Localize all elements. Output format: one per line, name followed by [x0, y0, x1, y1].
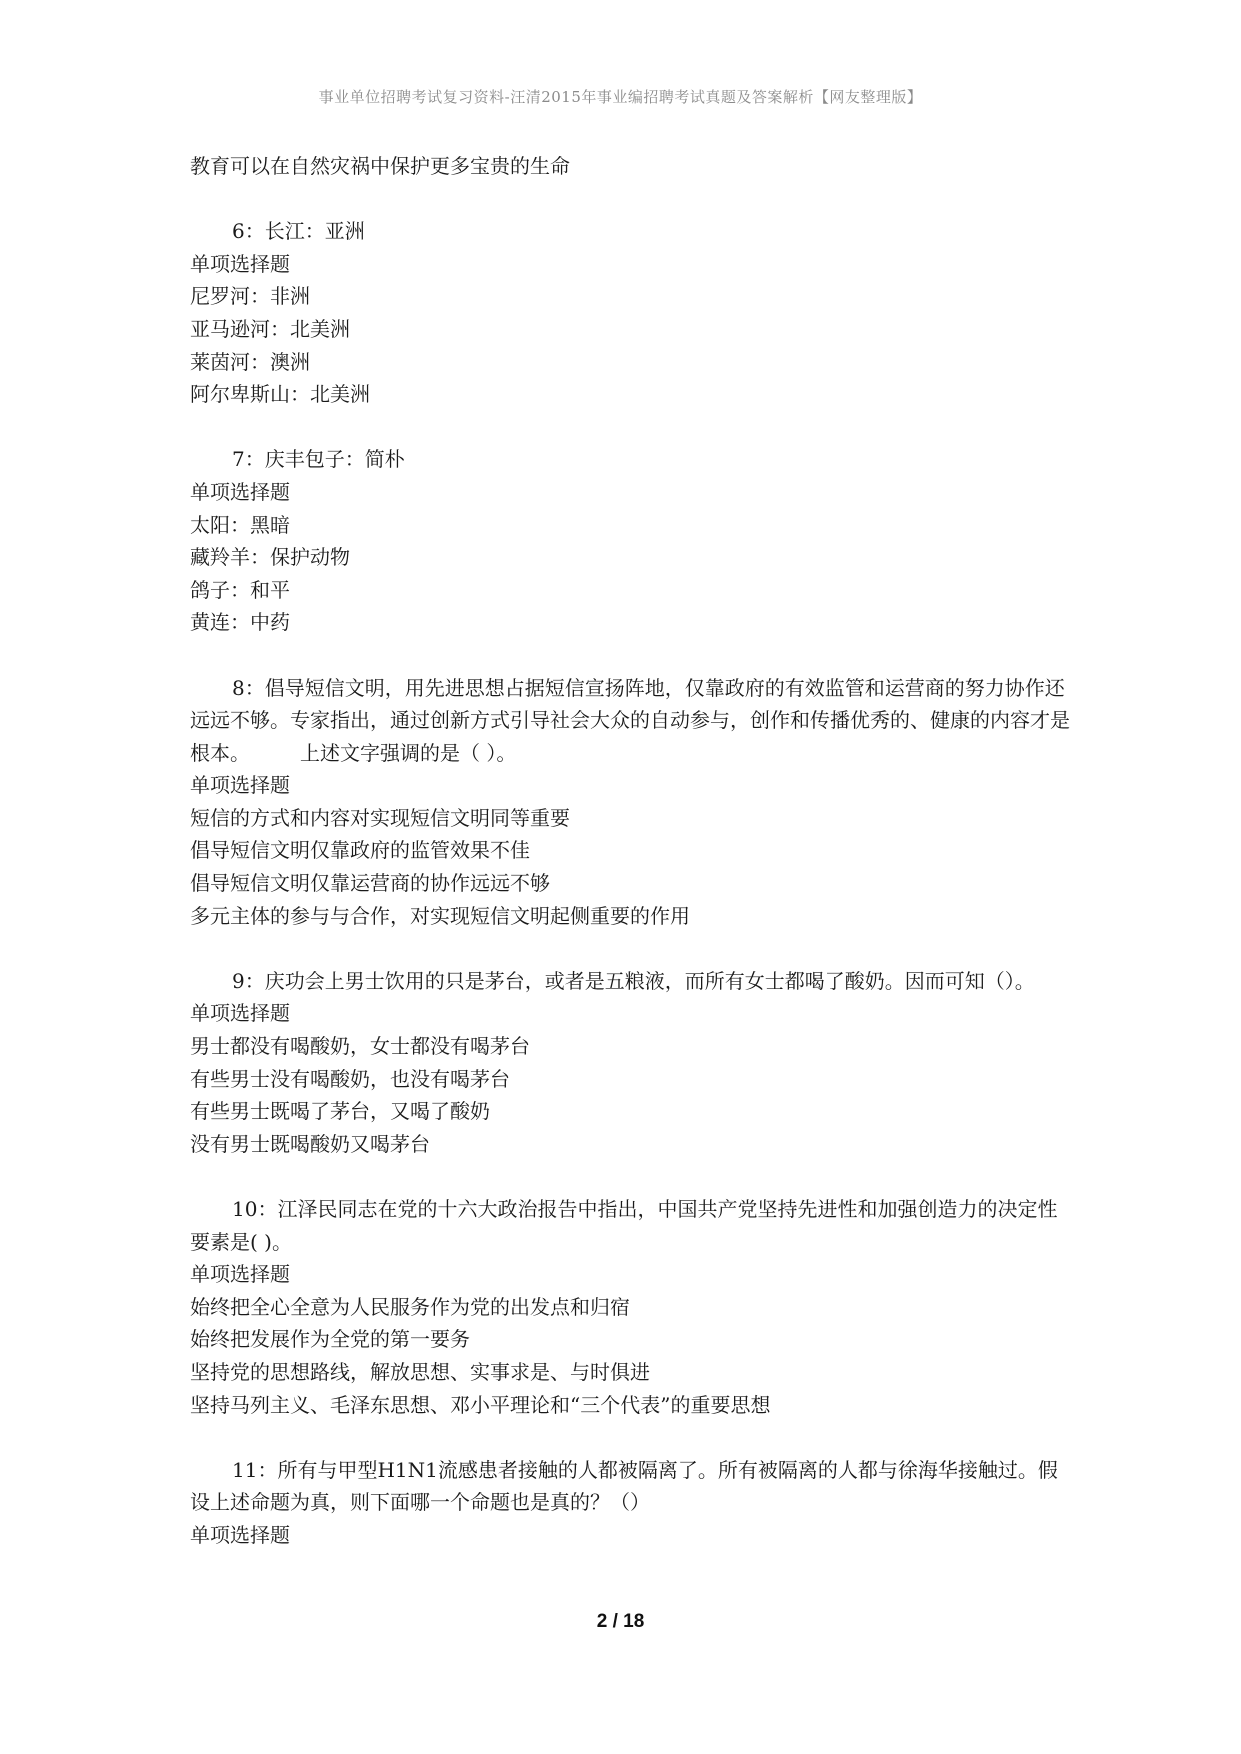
question-stem: 11：所有与甲型H1N1流感患者接触的人都被隔离了。所有被隔离的人都与徐海华接触过。假设上述命题为真，则下面哪一个命题也是真的？（） — [190, 1457, 1058, 1515]
option-b: 藏羚羊：保护动物 — [190, 545, 350, 570]
option-d: 阿尔卑斯山：北美洲 — [190, 382, 370, 407]
question-type: 单项选择题 — [190, 251, 290, 276]
option-d: 坚持马列主义、毛泽东思想、邓小平理论和“三个代表”的重要思想 — [190, 1392, 771, 1417]
option-b: 始终把发展作为全党的第一要务 — [190, 1327, 470, 1352]
page-number: 2 / 18 — [596, 1611, 645, 1632]
question-block — [190, 215, 1070, 411]
option-c: 有些男士既喝了茅台，又喝了酸奶 — [190, 1099, 490, 1124]
spacer — [190, 1160, 1070, 1193]
question-block — [190, 1193, 1070, 1421]
option-a: 始终把全心全意为人民服务作为党的出发点和归宿 — [190, 1294, 630, 1319]
option-c: 鸽子：和平 — [190, 577, 290, 602]
option-c: 倡导短信文明仅靠运营商的协作远远不够 — [190, 871, 550, 896]
question-type: 单项选择题 — [190, 1522, 290, 1547]
option-a: 太阳：黑暗 — [190, 512, 290, 537]
question-type: 单项选择题 — [190, 773, 290, 798]
question-stem: 10：江泽民同志在党的十六大政治报告中指出，中国共产党坚持先进性和加强创造力的决定性要素是( )。 — [190, 1197, 1058, 1254]
question-stem: 7：庆丰包子：简朴 — [232, 447, 405, 472]
document-body — [190, 150, 1070, 1552]
spacer — [190, 183, 1070, 216]
question-block — [190, 672, 1070, 933]
question-block — [190, 965, 1070, 1161]
option-a: 男士都没有喝酸奶，女士都没有喝茅台 — [190, 1034, 530, 1059]
spacer — [190, 411, 1070, 444]
question-type: 单项选择题 — [190, 479, 290, 504]
question-stem: 8：倡导短信文明，用先进思想占据短信宣扬阵地，仅靠政府的有效监管和运营商的努力协作还远远不够。专家指出，通过创新方式引导社会大众的自动参与，创作和传播优秀的、健康的内容才是根本。 上述文字强调的是（ ）。 — [190, 675, 1070, 765]
spacer — [190, 932, 1070, 965]
option-d: 黄连：中药 — [190, 610, 290, 635]
question-stem: 6：长江：亚洲 — [232, 219, 365, 244]
question-block — [190, 1454, 1070, 1552]
option-c: 莱茵河：澳洲 — [190, 349, 310, 374]
question-type: 单项选择题 — [190, 1001, 290, 1026]
option-b: 亚马逊河：北美洲 — [190, 316, 350, 341]
option-a: 短信的方式和内容对实现短信文明同等重要 — [190, 805, 570, 830]
page-header: 事业单位招聘考试复习资料-汪清2015年事业编招聘考试真题及答案解析【网友整理版】 — [318, 88, 923, 106]
leading-text: 教育可以在自然灾祸中保护更多宝贵的生命 — [190, 154, 570, 178]
option-d: 没有男士既喝酸奶又喝茅台 — [190, 1131, 430, 1156]
spacer — [190, 1421, 1070, 1454]
option-b: 倡导短信文明仅靠政府的监管效果不佳 — [190, 838, 530, 863]
question-type: 单项选择题 — [190, 1262, 290, 1287]
option-d: 多元主体的参与与合作，对实现短信文明起侧重要的作用 — [190, 903, 690, 928]
option-c: 坚持党的思想路线，解放思想、实事求是、与时俱进 — [190, 1359, 650, 1384]
question-stem: 9：庆功会上男士饮用的只是茅台，或者是五粮液，而所有女士都喝了酸奶。因而可知（）。 — [232, 968, 1035, 993]
option-a: 尼罗河：非洲 — [190, 284, 310, 309]
question-block — [190, 443, 1070, 639]
spacer — [190, 639, 1070, 672]
option-b: 有些男士没有喝酸奶，也没有喝茅台 — [190, 1066, 510, 1091]
